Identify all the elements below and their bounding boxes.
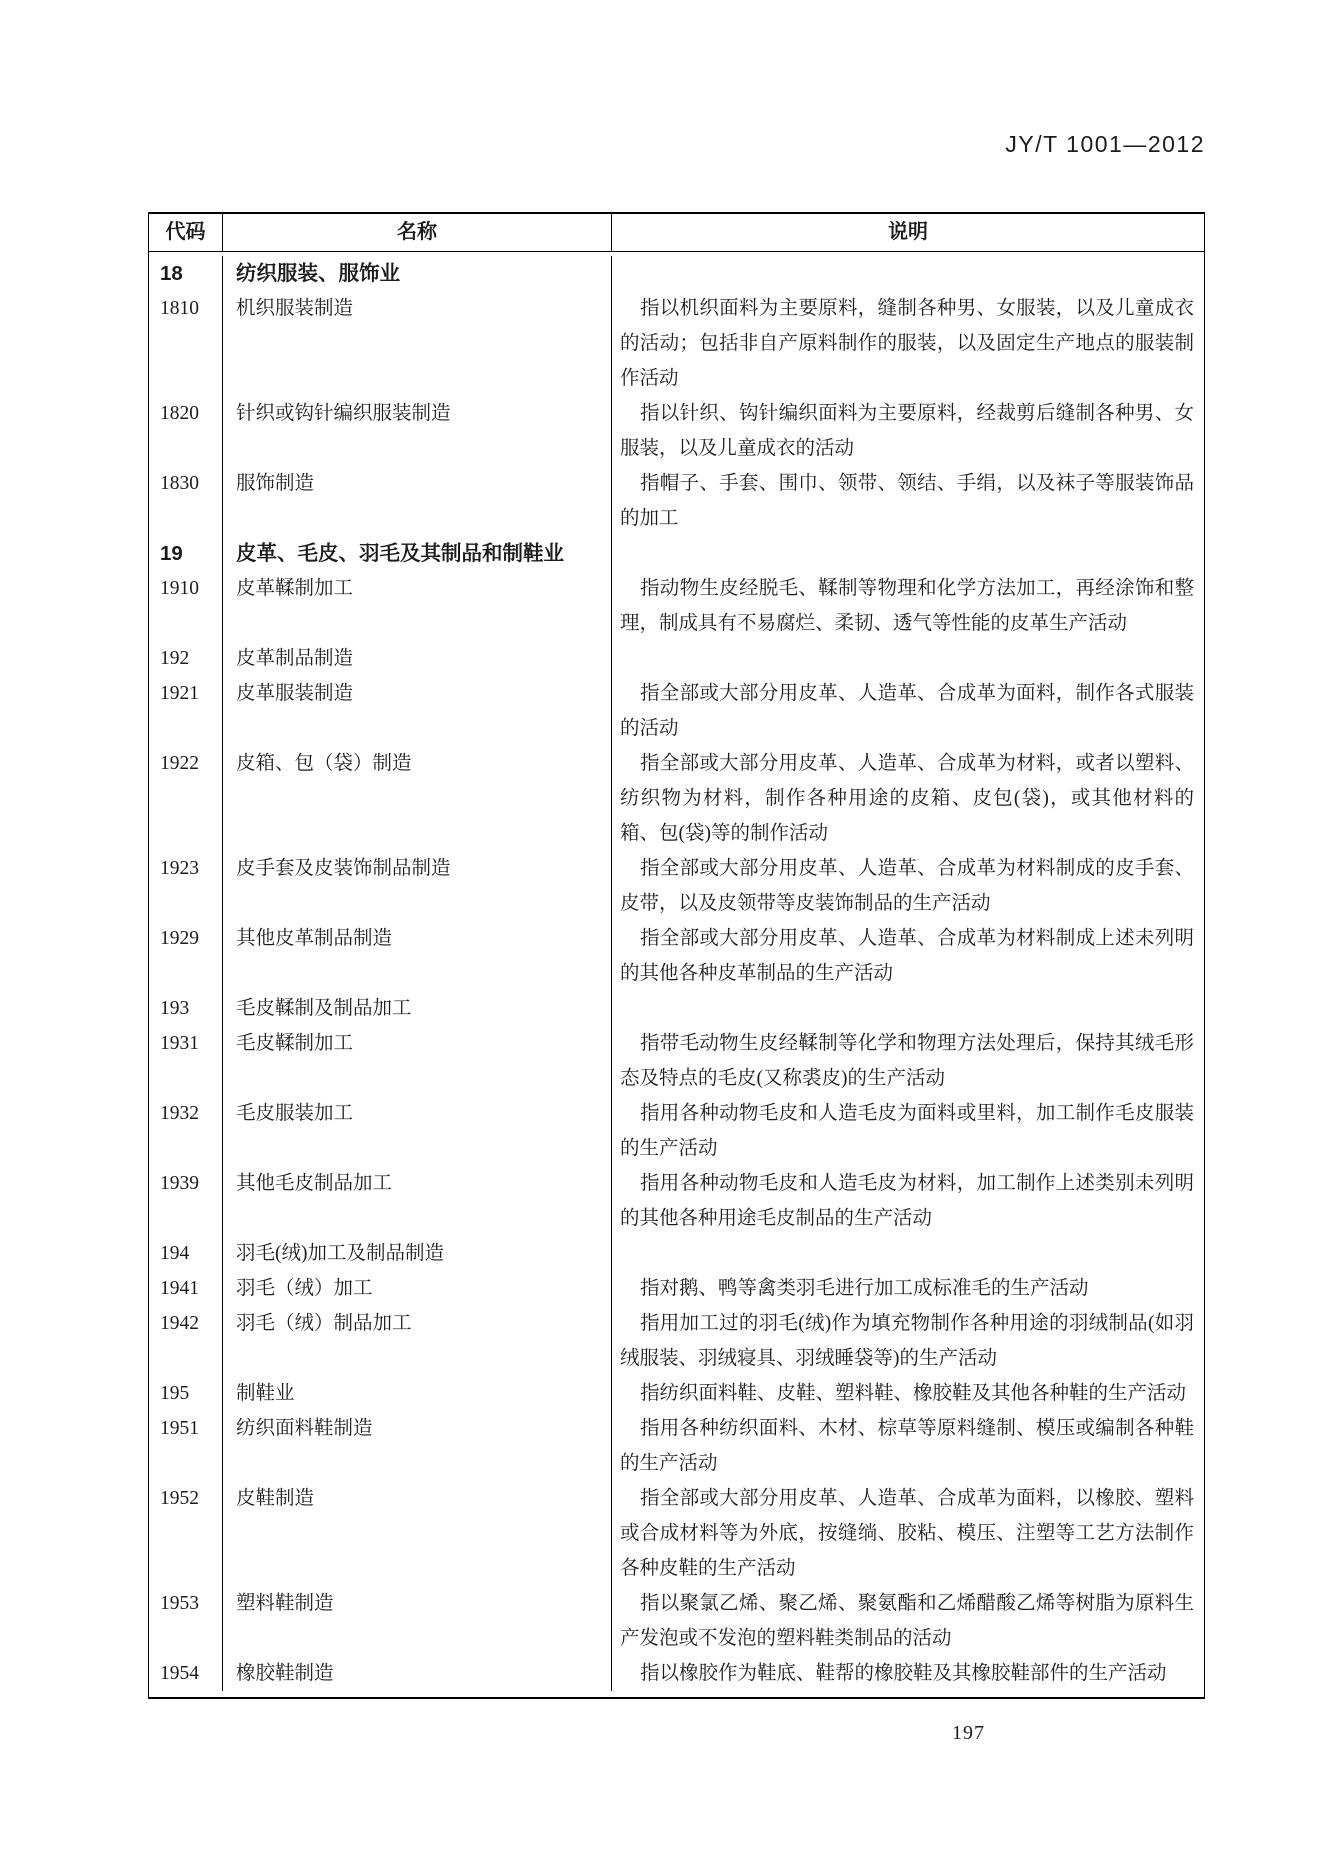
description-cell: 指全部或大部分用皮革、人造革、合成革为材料制成的皮手套、皮带，以及皮领带等皮装饰制品的生产活动 xyxy=(620,858,1194,914)
table-row xyxy=(149,1656,1204,1691)
name-cell: 皮革、毛皮、羽毛及其制品和制鞋业 xyxy=(223,536,612,571)
code-cell: 1830 xyxy=(149,466,223,536)
name-cell: 羽毛（绒）制品加工 xyxy=(223,1306,612,1376)
name-cell: 毛皮服装加工 xyxy=(223,1096,612,1166)
description-cell: 指以机织面料为主要原料，缝制各种男、女服装，以及儿童成衣的活动；包括非自产原料制作的服装，以及固定生产地点的服装制作活动 xyxy=(620,298,1194,389)
description-cell xyxy=(612,641,1204,676)
description-cell: 指用加工过的羽毛(绒)作为填充物制作各种用途的羽绒制品(如羽绒服装、羽绒寝具、羽绒睡袋等)的生产活动 xyxy=(620,1313,1194,1369)
description-cell: 指带毛动物生皮经鞣制等化学和物理方法处理后，保持其绒毛形态及特点的毛皮(又称裘皮)的生产活动 xyxy=(620,1033,1194,1089)
description-cell: 指用各种动物毛皮和人造毛皮为面料或里料，加工制作毛皮服装的生产活动 xyxy=(620,1103,1194,1159)
code-cell: 195 xyxy=(149,1376,223,1411)
name-cell: 羽毛（绒）加工 xyxy=(223,1271,612,1306)
code-cell: 194 xyxy=(149,1236,223,1271)
table-row xyxy=(149,536,1204,571)
description-cell: 指以聚氯乙烯、聚乙烯、聚氨酯和乙烯醋酸乙烯等树脂为原料生产发泡或不发泡的塑料鞋类制品的活动 xyxy=(620,1593,1194,1649)
code-cell: 1941 xyxy=(149,1271,223,1306)
name-cell: 皮革鞣制加工 xyxy=(223,571,612,641)
header-code: 代码 xyxy=(149,214,223,251)
description-cell: 指以针织、钩针编织面料为主要原料，经裁剪后缝制各种男、女服装，以及儿童成衣的活动 xyxy=(620,403,1194,459)
table-row xyxy=(149,1271,1204,1306)
table-row xyxy=(149,256,1204,291)
name-cell: 皮箱、包（袋）制造 xyxy=(223,746,612,851)
code-cell: 193 xyxy=(149,991,223,1026)
table-row xyxy=(149,641,1204,676)
name-cell: 皮革服装制造 xyxy=(223,676,612,746)
code-cell: 1942 xyxy=(149,1306,223,1376)
code-cell: 1921 xyxy=(149,676,223,746)
description-cell xyxy=(612,1236,1204,1271)
code-cell: 19 xyxy=(149,536,223,571)
code-cell: 1951 xyxy=(149,1411,223,1481)
description-cell: 指用各种动物毛皮和人造毛皮为材料，加工制作上述类别未列明的其他各种用途毛皮制品的生产活动 xyxy=(620,1173,1194,1229)
name-cell: 服饰制造 xyxy=(223,466,612,536)
code-cell: 1922 xyxy=(149,746,223,851)
code-cell: 1820 xyxy=(149,396,223,466)
table-row xyxy=(149,991,1204,1026)
description-cell: 指对鹅、鸭等禽类羽毛进行加工成标准毛的生产活动 xyxy=(640,1278,1089,1299)
name-cell: 其他皮革制品制造 xyxy=(223,921,612,991)
header-description: 说明 xyxy=(888,221,928,243)
name-cell: 塑料鞋制造 xyxy=(223,1586,612,1656)
description-cell: 指用各种纺织面料、木材、棕草等原料缝制、模压或编制各种鞋的生产活动 xyxy=(620,1418,1194,1474)
code-cell: 192 xyxy=(149,641,223,676)
table-row xyxy=(149,396,1204,466)
table-row xyxy=(149,571,1204,641)
table-row xyxy=(149,851,1204,921)
name-cell: 橡胶鞋制造 xyxy=(223,1656,612,1691)
name-cell: 羽毛(绒)加工及制品制造 xyxy=(223,1236,612,1271)
name-cell: 针织或钩针编织服装制造 xyxy=(223,396,612,466)
name-cell: 皮鞋制造 xyxy=(223,1481,612,1586)
code-cell: 1910 xyxy=(149,571,223,641)
name-cell: 皮手套及皮装饰制品制造 xyxy=(223,851,612,921)
name-cell: 毛皮鞣制加工 xyxy=(223,1026,612,1096)
table-row xyxy=(149,1411,1204,1481)
code-cell: 1932 xyxy=(149,1096,223,1166)
name-cell: 制鞋业 xyxy=(223,1376,612,1411)
classification-table xyxy=(148,212,1205,1699)
table-row xyxy=(149,1026,1204,1096)
name-cell: 纺织面料鞋制造 xyxy=(223,1411,612,1481)
description-cell: 指以橡胶作为鞋底、鞋帮的橡胶鞋及其橡胶鞋部件的生产活动 xyxy=(640,1663,1167,1684)
description-cell: 指帽子、手套、围巾、领带、领结、手绢，以及袜子等服装饰品的加工 xyxy=(620,473,1194,529)
table-row xyxy=(149,466,1204,536)
name-cell: 机织服装制造 xyxy=(223,291,612,396)
description-cell: 指全部或大部分用皮革、人造革、合成革为面料，以橡胶、塑料或合成材料等为外底，按缝绱、胶粘、模压、注塑等工艺方法制作各种皮鞋的生产活动 xyxy=(620,1488,1194,1579)
name-cell: 纺织服装、服饰业 xyxy=(223,256,612,291)
name-cell: 毛皮鞣制及制品加工 xyxy=(223,991,612,1026)
name-cell: 皮革制品制造 xyxy=(223,641,612,676)
table-row xyxy=(149,1166,1204,1236)
table-row xyxy=(149,746,1204,851)
table-row xyxy=(149,291,1204,396)
table-header-row xyxy=(149,214,1204,252)
description-cell xyxy=(612,256,1204,291)
description-cell: 指全部或大部分用皮革、人造革、合成革为材料制成上述未列明的其他各种皮革制品的生产活动 xyxy=(620,928,1194,984)
code-cell: 1810 xyxy=(149,291,223,396)
table-row xyxy=(149,676,1204,746)
code-cell: 18 xyxy=(149,256,223,291)
name-cell: 其他毛皮制品加工 xyxy=(223,1166,612,1236)
code-cell: 1952 xyxy=(149,1481,223,1586)
description-cell: 指全部或大部分用皮革、人造革、合成革为面料，制作各式服装的活动 xyxy=(620,683,1194,739)
code-cell: 1954 xyxy=(149,1656,223,1691)
table-row xyxy=(149,1586,1204,1656)
table-body xyxy=(149,252,1204,1697)
header-name: 名称 xyxy=(223,214,612,251)
doc-number: JY/T 1001—2012 xyxy=(1005,131,1205,157)
description-cell xyxy=(612,536,1204,571)
table-row xyxy=(149,1481,1204,1586)
page-number: 197 xyxy=(952,1722,985,1744)
description-cell: 指纺织面料鞋、皮鞋、塑料鞋、橡胶鞋及其他各种鞋的生产活动 xyxy=(640,1383,1187,1404)
table-row xyxy=(149,1376,1204,1411)
table-row xyxy=(149,1236,1204,1271)
description-cell: 指动物生皮经脱毛、鞣制等物理和化学方法加工，再经涂饰和整理，制成具有不易腐烂、柔韧、透气等性能的皮革生产活动 xyxy=(620,578,1194,634)
code-cell: 1939 xyxy=(149,1166,223,1236)
code-cell: 1953 xyxy=(149,1586,223,1656)
code-cell: 1929 xyxy=(149,921,223,991)
table-row xyxy=(149,921,1204,991)
description-cell xyxy=(612,991,1204,1026)
code-cell: 1923 xyxy=(149,851,223,921)
code-cell: 1931 xyxy=(149,1026,223,1096)
description-cell: 指全部或大部分用皮革、人造革、合成革为材料，或者以塑料、纺织物为材料，制作各种用途的皮箱、皮包(袋)，或其他材料的箱、包(袋)等的制作活动 xyxy=(620,753,1194,844)
table-row xyxy=(149,1096,1204,1166)
table-row xyxy=(149,1306,1204,1376)
